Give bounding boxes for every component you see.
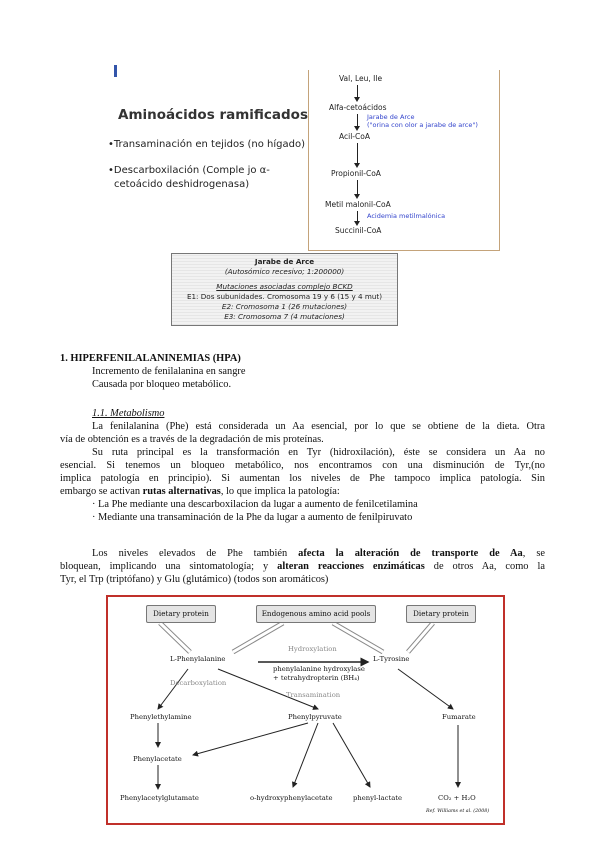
slide-title: Aminoácidos ramificados [118,107,308,123]
l-phenylalanine-label: L-Phenylalanine [170,655,226,663]
paragraph-2-line-1: Su ruta principal es la transformación en Tyr (hidroxilación), éste se considera un Aa no [92,447,545,458]
pathway-arrow [357,114,358,128]
pathway-arrow [357,85,358,99]
section-line-1: Incremento de fenilalanina en sangre [92,366,246,377]
slide-bullet-decarboxylation-cont: cetoácido deshidrogenasa) [114,179,250,190]
arrow-to-phenyllactate [333,723,370,787]
slide-marker [114,65,117,77]
jarabe-e1: E1: Dos subunidades. Cromosoma 19 y 6 (15 y 4 mut) [186,292,383,301]
figure-reference: Ref. Williams et al. (2008) [426,809,490,814]
pathway-step: Val, Leu, Ile [339,74,383,83]
paragraph-2-line-2: esencial. Si tenemos un bloqueo metabólico, nos encontramos con una disminución de Tyr,(no [60,460,545,471]
arrow-decarboxylation [158,669,188,709]
section-heading: 1. HIPERFENILALANINEMIAS (HPA) [60,353,241,364]
endogenous-pools-box: Endogenous amino acid pools [256,605,376,623]
arrow-tyr-to-fumarate [398,669,453,709]
pathway-step: Alfa-cetoácidos [329,103,387,112]
dietary-protein-left-box: Dietary protein [146,605,216,623]
paragraph-3-line-3: Tyr, el Trp (triptófano) y Glu (glutámico) (todos son aromáticos) [60,574,329,585]
figure-arrows [108,597,503,823]
paragraph-3-line-2: bloquean, implicando una sintomatología; y alteran reacciones enzimáticas de otros Aa, como la [60,561,545,572]
pathway-note-jarabe: Jarabe de Arce [367,113,415,121]
decarboxylation-label: Decarboxylation [170,679,227,687]
arrow-to-ohydroxy [293,723,318,787]
hydroxylation-label: Hydroxylation [288,645,337,653]
slide-bullet-transamination: •Transaminación en tejidos (no hígado) [108,139,305,150]
phenyl-lactate-label: phenyl-lactate [353,794,403,802]
jarabe-mutations-title: Mutaciones asociadas complejo BCKD [216,282,353,291]
enzyme-label: phenylalanine hydroxylase [273,665,365,673]
slide-bullet-decarboxylation: •Descarboxilación (Comple jo α- [108,165,270,176]
pathway-arrow [357,143,358,165]
o-hydroxyphenylacetate-label: o-hydroxyphenylacetate [250,794,333,802]
co2-h2o-label: CO₂ + H₂O [438,794,476,802]
phenylethylamine-label: Phenylethylamine [130,713,192,721]
section-line-2: Causada por bloqueo metabólico. [92,379,232,390]
jarabe-title: Jarabe de Arce [254,257,315,266]
phenylacetylglutamate-label: Phenylacetylglutamate [120,794,199,802]
pathway-step: Propionil-CoA [331,169,381,178]
paragraph-1-line-1: La fenilalanina (Phe) está considerada un Aa esencial, por lo que se obtiene de la dieta. Otra [92,421,545,432]
pathway-step: Acil-CoA [339,132,370,141]
jarabe-subtitle: (Autosómico recesivo; 1:200000) [224,267,345,276]
pathway-diagram [308,70,500,251]
paragraph-1-line-2: vía de obtención es a través de la degradación de mis proteínas. [60,434,324,445]
pathway-arrow [357,211,358,223]
pathway-arrow [357,180,358,196]
jarabe-e2: E2: Cromosoma 1 (26 mutaciones) [221,302,348,311]
subsection-heading: 1.1. Metabolismo [92,408,165,419]
paragraph-2-line-4: embargo se activan rutas alternativas, lo que implica la patología: [60,486,340,497]
pathway-note-acidemia: Acidemia metilmalónica [367,212,446,220]
phenylpyruvate-label: Phenylpyruvate [288,713,342,721]
jarabe-e3: E3: Cromosoma 7 (4 mutaciones) [224,312,345,321]
pathway-note-jarabe-detail: ("orina con olor a jarabe de arce") [367,121,478,129]
transamination-label: Transamination [286,691,341,699]
pathway-step: Succinil-CoA [335,226,382,235]
dietary-protein-right-box: Dietary protein [406,605,476,623]
phenylacetate-label: Phenylacetate [133,755,182,763]
slide-panel [100,55,310,245]
paragraph-3-line-1: Los niveles elevados de Phe también afecta la alteración de transporte de Aa, se [92,548,545,559]
fumarate-label: Fumarate [442,713,476,721]
jarabe-info-box [171,253,398,326]
l-tyrosine-label: L-Tyrosine [373,655,410,663]
cofactor-label: + tetrahydropterin (BH₄) [273,674,360,682]
bullet-decarboxylation: · La Phe mediante una descarboxilacion da lugar a aumento de fenilcetilamina [92,499,418,510]
arrow-pyruvate-to-phenylacetate [193,723,308,755]
bullet-transamination: · Mediante una transaminación de la Phe da lugar a aumento de fenilpiruvato [92,512,413,523]
paragraph-2-line-3: implica patología en principio). Si aumentan los niveles de Phe tampoco implica patología. Sin [60,473,545,484]
pathway-step: Metil malonil-CoA [325,200,391,209]
phenylalanine-metabolism-figure [106,595,505,825]
